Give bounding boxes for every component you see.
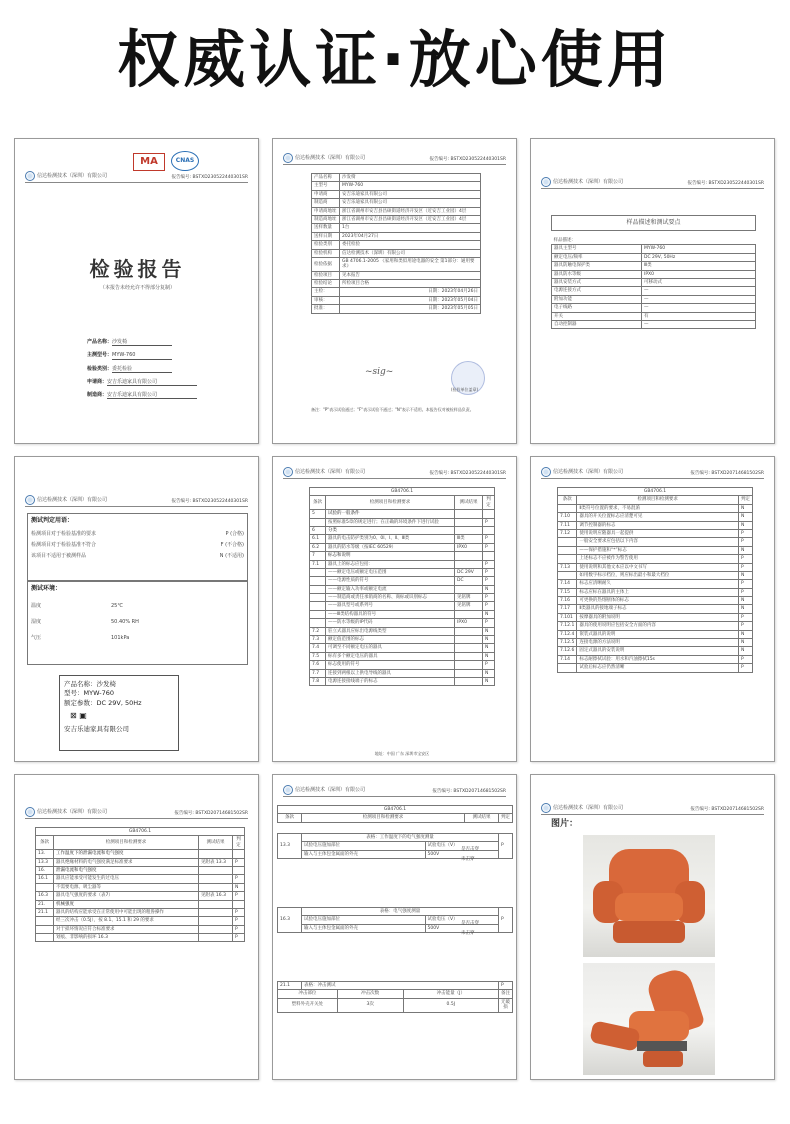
cover-field: 检验类别：委托检验 — [87, 366, 257, 373]
measurement-tables-card: 信达检测技术（深圳）有限公司 报告编号: BSTXD20714681502SR GB4706.1 条款 检测项目和检测要求 测试结果 判定 13.3 表格：工作温度下的电气强度测量 P 试验电压施加部位 试验电压（V） 输入与主体包金属面的外壳 500V 是否击穿 未击穿 16.3 表格：电气强度测量 P 试验电压施加部位 试验电压（V） 输入与主体包金属面的外壳 500V 是否击穿 未击穿 21.1 表格：冲击测试 P 冲击部位 冲击次数 冲击能量（J） 备注 塑料外壳开关处 3次 0.5J 无破损 — [272, 774, 517, 1080]
info-row: 申请商 安吉乐迪家具有限公司 — [312, 190, 481, 198]
clause-row: 7.12.5 连接电源的方法说明 N — [558, 639, 753, 647]
signature-image: ~sig~ — [365, 367, 394, 377]
clause-row: 试验后标志应仍然清晰 P — [558, 664, 753, 672]
measure-row: 试验电压施加部位 试验电压（V） — [278, 842, 513, 850]
clause-row: 按照标准5章的规定进行；在正确的环境条件下进行试验 P — [310, 518, 495, 526]
clause-row: 7.1 器具上的标志应包括： P — [310, 560, 495, 568]
lab-logo-icon — [283, 467, 293, 477]
sample-title: 样品描述和测试要点 — [551, 215, 756, 231]
clause-row: ——保护措施和“*”标志 N — [558, 546, 753, 554]
report-header: 信达检测技术（深圳）有限公司 报告编号: BSTXD230522440301SR — [283, 151, 506, 165]
clause-row: 上述标志不应被作为警告使用 P — [558, 555, 753, 563]
clause-row: 7.17 Ⅱ类器具的接地端子标志 N — [558, 605, 753, 613]
info-row: 检验依据 GB 4706.1-2005 《家用和类似用途电器的安全 第1部分：通用要求》 — [312, 257, 481, 271]
clause-row: 经三次冲击（0.5J），按 8.1、15.1 和 29 的要求 P — [36, 917, 245, 925]
cover-field: 产品名称：沙发椅 — [87, 339, 257, 346]
lab-logo-icon — [25, 495, 35, 505]
lab-logo-icon — [541, 467, 551, 477]
clause-row: ——器具型号或系列号 见铭牌 P — [310, 602, 495, 610]
impact-test-table: 21.1 表格：冲击测试 P 冲击部位 冲击次数 冲击能量（J） 备注 塑料外壳开关处 3次 0.5J 无破损 — [277, 981, 513, 1013]
page-footer: 地址：中国 广东 深圳市宝安区 — [374, 751, 430, 756]
report-header: 信达检测技术（深圳）有限公司 报告编号: BSTXD230522440301SR — [283, 465, 506, 479]
clause-row: 7.15 标志应标在器具的主体上 P — [558, 588, 753, 596]
clause-row: 7.13 使用说明和其他文本应以中文书写 P — [558, 563, 753, 571]
withstand-voltage-table: 13.3 表格：工作温度下的电气强度测量 P 试验电压施加部位 试验电压（V） 输入与主体包金属面的外壳 500V — [277, 833, 513, 859]
measure-row: 输入与主体包金属面的外壳 500V — [278, 850, 513, 858]
clause-row: Ⅱ类符号位置的要求，不易混淆 N — [558, 504, 753, 512]
clause-table: GB4706.1 条款 检测项目和检测要求 测试结果 判定 13. 工作温度下的泄漏电流和电气强度 13.3 器具绝缘材料的电气强度满足标准要求 见附表 13.3 P 16. 泄漏电流和电气强度 16.1 器具应能承受可能发生的过电压 P 不需要电源、吸尘器等 N 16.3 器具电气强度的要求（表7） 见附表 16.3 P 21. 机械强度 21.1 器具的结构应能承受在正常使用中可能出现的粗鲁操作 P 经三次冲击（0.5J），按 8.1、15.1 和 29 的要求 P 对于损坏情况应符合标准要求 P 划痕、非影响的损坏 16.3 P — [35, 827, 245, 942]
sample-row: 器具防水等级 IPX0 — [552, 270, 756, 278]
page-headline: 权威认证·放心使用 — [117, 23, 673, 96]
clause-row: 16.1 器具应能承受可能发生的过电压 P — [36, 875, 245, 883]
clause-row: 16.3 器具电气强度的要求（表7） 见附表 16.3 P — [36, 892, 245, 900]
cover-field: 申请商：安吉乐迪家具有限公司 — [87, 379, 257, 386]
clause-table: GB4706.1 条款 检测项目和检测要求 测试结果 判定 5 试验的一般条件 按照标准5章的规定进行；在正确的环境条件下进行试验 P 6 分类 6.1 器具的电击防护类别为0、0I、Ⅰ、Ⅱ、Ⅲ类 Ⅲ类 P 6.2 器具的防水等级（按IEC 60529） IPX0 P 7 标志和说明 7.1 器具上的标志应包括： P ——额定电压或额定电压范围 DC 29V P ——电源性质的符号 DC P ——额定输入功率或额定电流 N ——制造商或责任承销商的名称、商标或识别标志 见铭牌 P ——器具型号或系列号 见铭牌 P ——Ⅲ类结构器具的符号 N ——防水等级的IP代码 IPX0 P 7.2 驻立式器具应标出电源线类型 N 7.3 额定值范围的标志 N 7.4 可调至不同额定电压的器具 N 7.5 标有多个额定电压的器具 N 7.6 标志使用的符号 P 7.7 连接到两根以上供电导线的器具 N 7.8 电源连接接线端子的标志 N — [309, 487, 495, 686]
cover-field: 制造商：安吉乐迪家具有限公司 — [87, 392, 257, 399]
sample-row: 样品描述： — [553, 238, 576, 243]
info-row: 产品名称 沙发椅 — [312, 174, 481, 182]
clause-row: 7.2 驻立式器具应标出电源线类型 N — [310, 627, 495, 635]
clause-row: 6.2 器具的防水等级（按IEC 60529） IPX0 P — [310, 543, 495, 551]
clause-row: 对于损坏情况应符合标准要求 P — [36, 925, 245, 933]
lab-logo-icon — [283, 153, 293, 163]
clause-page-card — [14, 774, 259, 1080]
sample-row: 附加功能 — — [552, 295, 756, 303]
clause-page-card — [272, 456, 517, 762]
clause-row: 7.7 连接到两根以上供电导线的器具 N — [310, 669, 495, 677]
clause-row: 不需要电源、吸尘器等 N — [36, 883, 245, 891]
sample-row: 电子线路 — — [552, 304, 756, 312]
info-table — [311, 173, 481, 314]
measure-row: 输入与主体包金属面的外壳 500V — [278, 924, 513, 932]
report-title: 检验报告 — [89, 257, 186, 281]
clause-row: 16. 泄漏电流和电气强度 — [36, 866, 245, 874]
chair-photo-reclined — [583, 963, 715, 1075]
stamp-caption: (检验单位盖章) — [451, 387, 479, 392]
sample-row: 电源连接方式 — — [552, 287, 756, 295]
sign-row: 审核： 日期：2023年05月04日 — [312, 296, 481, 304]
clause-row: 7.16 可更换的热熔断体的标志 N — [558, 597, 753, 605]
nameplate-photo: 产品名称：沙发椅 型号：MYW-760 额定参数：DC 29V, 50Hz ⊠ ▣ 安吉乐迪家具有限公司 — [59, 675, 179, 751]
term-row: 该项目不适用于被测样品 N (不适用) — [31, 553, 244, 559]
ma-certification-logo: MA — [133, 153, 165, 171]
clause-row: 21. 机械强度 — [36, 900, 245, 908]
report-header: 信达检测技术（深圳）有限公司 报告编号: BSTXD20714681502SR — [541, 465, 764, 479]
clause-page-card — [530, 456, 775, 762]
test-environment: 测试环境： 温度 25℃ 湿度 50.40% RH 气压 101kPa — [27, 581, 248, 665]
sample-description-card — [530, 138, 775, 444]
report-header: 信达检测技术（深圳）有限公司 报告编号: BSTXD230522440301SR — [25, 493, 248, 507]
measure-row: 冲击部位 冲击次数 冲击能量（J） 备注 — [278, 990, 513, 998]
clause-row: 6 分类 — [310, 526, 495, 534]
env-row: 气压 101kPa — [31, 635, 130, 641]
clause-row: ——电源性质的符号 DC P — [310, 577, 495, 585]
clause-row: 13.3 器具绝缘材料的电气强度满足标准要求 见附表 13.3 P — [36, 858, 245, 866]
sample-row: 自动控制器 — — [552, 320, 756, 328]
sample-row: 额定电压/频率 DC 29V, 50Hz — [552, 253, 756, 261]
info-row: 申请商地址 浙江省湖州市安吉县昌硕街道经济开发区（近安吉工业园）4层 — [312, 207, 481, 215]
clause-row: 7.5 标有多个额定电压的器具 N — [310, 652, 495, 660]
clause-head-table: GB4706.1 条款 检测项目和检测要求 测试结果 判定 — [277, 805, 513, 823]
term-row: 检测项目对于检验基准不符合 F (不合格) — [31, 541, 244, 548]
product-photos-card — [530, 774, 775, 1080]
clause-row: 7 标志和说明 — [310, 552, 495, 560]
report-cover-card — [14, 138, 259, 444]
info-row: 送样日期 2023年04月27日 — [312, 232, 481, 240]
clause-row: 13. 工作温度下的泄漏电流和电气强度 — [36, 850, 245, 858]
info-row: 检验项目 见本报告 — [312, 271, 481, 279]
info-row: 送样数量 1台 — [312, 224, 481, 232]
measure-row: 塑料外壳开关处 3次 0.5J 无破损 — [278, 998, 513, 1012]
clause-row: 7.6 标志使用的符号 P — [310, 661, 495, 669]
lab-logo-icon — [283, 785, 293, 795]
clause-row: 7.14 标志耐擦拭试验：用水和汽油擦拭15s P — [558, 655, 753, 663]
clause-row: 7.14 标志应清晰耐久 P — [558, 580, 753, 588]
clause-row: 7.12 使用说明应随器具一起提供 P — [558, 529, 753, 537]
clause-row: 7.12.4 嵌装式器具的说明 N — [558, 630, 753, 638]
clause-row: ——额定电压或额定电压范围 DC 29V P — [310, 568, 495, 576]
clause-row: 如用数字标示档位，则应标出最小和最大档位 N — [558, 571, 753, 579]
report-header: 信达检测技术（深圳）有限公司 报告编号: BSTXD230522440301SR — [541, 175, 764, 189]
sample-table — [551, 237, 756, 329]
lab-logo-icon — [25, 807, 35, 817]
measure-row: 试验电压施加部位 试验电压（V） — [278, 916, 513, 924]
lab-logo-icon — [541, 177, 551, 187]
chair-photo-front — [583, 835, 715, 957]
term-row: 检测项目对于检验基准的要求 P (合格) — [31, 530, 244, 537]
report-info-card — [272, 138, 517, 444]
clause-row: 7.11 调节控制器的标志 N — [558, 521, 753, 529]
info-row: 检验结论 所检项目合格 — [312, 280, 481, 288]
report-subtitle: （本报告未经允许不得部分复制） — [99, 285, 175, 291]
judgement-terms: 测试判定用语： 检测项目对于检验基准的要求 P (合格) 检测项目对于检验基准不符合 F (不合格) 该项目不适用于被测样品 N (不适用) — [27, 513, 248, 581]
lab-logo-icon — [25, 171, 35, 181]
lab-logo-icon — [541, 803, 551, 813]
clause-row: 7.10 器具的开关位置标志应清楚可见 N — [558, 513, 753, 521]
cover-field: 主测型号：MYW-760 — [87, 352, 257, 359]
report-notes: 备注："P"表示试验通过；"F"表示试验不通过；"N"表示不适用。本报告仅对被检样品负责。 — [311, 407, 474, 412]
cover-fields — [87, 339, 257, 405]
clause-row: 7.12.1 器具的使用说明应包括安全方面的内容 P — [558, 622, 753, 630]
clause-row: ——额定输入功率或额定电流 N — [310, 585, 495, 593]
report-header: 信达检测技术（深圳）有限公司 报告编号: BSTXD20714681502SR — [541, 801, 764, 815]
test-terms-card — [14, 456, 259, 762]
env-row: 湿度 50.40% RH — [31, 618, 139, 625]
sign-row: 批准： 日期：2023年05月05日 — [312, 305, 481, 313]
sample-row: 器具主型号 MYW-760 — [552, 245, 756, 253]
clause-row: 划痕、非影响的损坏 16.3 P — [36, 934, 245, 942]
clause-row: 5 试验的一般条件 — [310, 510, 495, 518]
report-header: 信达检测技术（深圳）有限公司 报告编号: BSTXD20714681502SR — [283, 783, 506, 797]
sign-row: 主检： 日期：2023年04月26日 — [312, 288, 481, 296]
cnas-certification-logo: CNAS — [171, 151, 199, 171]
env-row: 温度 25℃ — [31, 602, 123, 609]
info-row: 制造商 安吉乐迪家具有限公司 — [312, 199, 481, 207]
photos-title: 图片： — [551, 819, 579, 829]
sample-row: 器具安装方式 可移动式 — [552, 278, 756, 286]
clause-row: 一般安全要求应包括以下内容 P — [558, 538, 753, 546]
info-row: 主型号 MYW-760 — [312, 182, 481, 190]
clause-row: 21.1 器具的结构应能承受在正常使用中可能出现的粗鲁操作 P — [36, 908, 245, 916]
clause-row: 7.3 额定值范围的标志 N — [310, 636, 495, 644]
sample-row: 器具防触电保护类 Ⅲ类 — [552, 262, 756, 270]
recycle-bin-icon: ⊠ ▣ — [70, 711, 87, 721]
info-row: 检验机构 信达检测技术（深圳）有限公司 — [312, 249, 481, 257]
clause-row: ——防水等级的IP代码 IPX0 P — [310, 619, 495, 627]
clause-row: 6.1 器具的电击防护类别为0、0I、Ⅰ、Ⅱ、Ⅲ类 Ⅲ类 P — [310, 535, 495, 543]
clause-row: 7.4 可调至不同额定电压的器具 N — [310, 644, 495, 652]
clause-row: 7.101 按摩器具的附加说明 P — [558, 613, 753, 621]
clause-table: GB4706.1 条款 检测项目和检测要求 判定 Ⅱ类符号位置的要求，不易混淆 N 7.10 器具的开关位置标志应清楚可见 N 7.11 调节控制器的标志 N 7.12 使用说明应随器具一起提供 P 一般安全要求应包括以下内容 P ——保护措施和“*”标志 N 上述标志不应被作为警告使用 P 7.13 使用说明和其他文本应以中文书写 P 如用数字标示档位，则应标出最小和最大档位 N 7.14 标志应清晰耐久 P 7.15 标志应标在器具的主体上 P 7.16 可更换的热熔断体的标志 N 7.17 Ⅱ类器具的接地端子标志 N 7.101 按摩器具的附加说明 P 7.12.1 器具的使用说明应包括安全方面的内容 P 7.12.4 嵌装式器具的说明 N 7.12.5 连接电源的方法说明 N 7.12.6 固定式器具的安装说明 N 7.14 标志耐擦拭试验：用水和汽油擦拭15s P 试验后标志应仍然清晰 P — [557, 487, 753, 673]
sample-row: 开关 有 — [552, 312, 756, 320]
clause-row: 7.8 电源连接接线端子的标志 N — [310, 677, 495, 685]
clause-row: 7.12.6 固定式器具的安装说明 N — [558, 647, 753, 655]
report-header: 信达检测技术（深圳）有限公司 报告编号: BSTXD20714681502SR — [25, 805, 248, 819]
clause-row: ——制造商或责任承销商的名称、商标或识别标志 见铭牌 P — [310, 594, 495, 602]
report-header: 信达检测技术（深圳）有限公司 报告编号: BSTXD230522440301SR — [25, 169, 248, 183]
info-row: 检验类别 委托检验 — [312, 241, 481, 249]
clause-row: ——Ⅲ类结构器具的符号 N — [310, 610, 495, 618]
electric-strength-table: 16.3 表格：电气强度测量 P 试验电压施加部位 试验电压（V） 输入与主体包金属面的外壳 500V — [277, 907, 513, 933]
info-row: 制造商地址 浙江省湖州市安吉县昌硕街道经济开发区（近安吉工业园）4层 — [312, 215, 481, 223]
